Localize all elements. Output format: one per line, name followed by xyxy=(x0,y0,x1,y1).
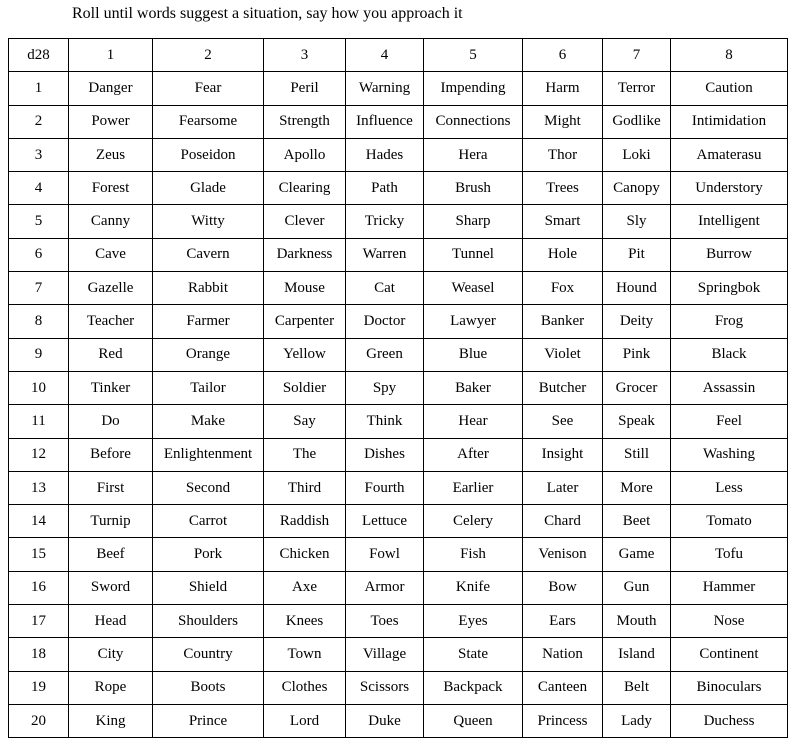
table-row xyxy=(9,505,788,538)
word-cell: Strength xyxy=(264,105,346,138)
word-cell: Country xyxy=(153,638,264,671)
word-cell: Hades xyxy=(346,138,424,171)
word-cell: Mouse xyxy=(264,272,346,305)
table-row xyxy=(9,72,788,105)
word-cell: First xyxy=(69,471,153,504)
word-cell: Frog xyxy=(671,305,788,338)
table-row xyxy=(9,272,788,305)
row-number-cell: 13 xyxy=(9,471,69,504)
word-cell: Carpenter xyxy=(264,305,346,338)
word-cell: Power xyxy=(69,105,153,138)
word-cell: Harm xyxy=(523,72,603,105)
word-cell: Zeus xyxy=(69,138,153,171)
word-cell: Before xyxy=(69,438,153,471)
row-number-cell: 9 xyxy=(9,338,69,371)
word-cell: Fourth xyxy=(346,471,424,504)
word-cell: Bow xyxy=(523,571,603,604)
word-cell: Impending xyxy=(424,72,523,105)
word-cell: Burrow xyxy=(671,238,788,271)
word-cell: Head xyxy=(69,605,153,638)
word-cell: City xyxy=(69,638,153,671)
word-cell: Venison xyxy=(523,538,603,571)
table-row xyxy=(9,172,788,205)
word-cell: Soldier xyxy=(264,371,346,404)
row-number-cell: 6 xyxy=(9,238,69,271)
header-cell: 2 xyxy=(153,39,264,72)
word-cell: Hear xyxy=(424,405,523,438)
row-number-cell: 5 xyxy=(9,205,69,238)
word-cell: Black xyxy=(671,338,788,371)
word-cell: Danger xyxy=(69,72,153,105)
word-roll-table xyxy=(8,38,788,738)
word-cell: Sword xyxy=(69,571,153,604)
word-cell: Think xyxy=(346,405,424,438)
word-cell: Speak xyxy=(603,405,671,438)
word-cell: Second xyxy=(153,471,264,504)
word-cell: Cavern xyxy=(153,238,264,271)
word-cell: Rope xyxy=(69,671,153,704)
row-number-cell: 18 xyxy=(9,638,69,671)
row-number-cell: 17 xyxy=(9,605,69,638)
word-cell: Butcher xyxy=(523,371,603,404)
word-cell: Chard xyxy=(523,505,603,538)
table-row xyxy=(9,205,788,238)
table-row xyxy=(9,405,788,438)
table-body xyxy=(9,72,788,738)
word-cell: King xyxy=(69,704,153,737)
word-cell: Feel xyxy=(671,405,788,438)
word-cell: Washing xyxy=(671,438,788,471)
table-row xyxy=(9,471,788,504)
word-cell: Chicken xyxy=(264,538,346,571)
table-row xyxy=(9,671,788,704)
word-cell: Might xyxy=(523,105,603,138)
word-cell: Do xyxy=(69,405,153,438)
word-cell: Apollo xyxy=(264,138,346,171)
row-number-cell: 16 xyxy=(9,571,69,604)
word-cell: Carrot xyxy=(153,505,264,538)
word-cell: Banker xyxy=(523,305,603,338)
table-row xyxy=(9,538,788,571)
word-cell: Assassin xyxy=(671,371,788,404)
word-cell: Celery xyxy=(424,505,523,538)
word-cell: Toes xyxy=(346,605,424,638)
word-cell: Tofu xyxy=(671,538,788,571)
word-cell: Sly xyxy=(603,205,671,238)
word-cell: Enlightenment xyxy=(153,438,264,471)
row-number-cell: 1 xyxy=(9,72,69,105)
word-cell: Queen xyxy=(424,704,523,737)
table-row xyxy=(9,105,788,138)
row-number-cell: 8 xyxy=(9,305,69,338)
word-cell: Make xyxy=(153,405,264,438)
row-number-cell: 4 xyxy=(9,172,69,205)
word-cell: Hera xyxy=(424,138,523,171)
word-cell: Peril xyxy=(264,72,346,105)
word-cell: Darkness xyxy=(264,238,346,271)
table-row xyxy=(9,438,788,471)
word-cell: Less xyxy=(671,471,788,504)
word-cell: Continent xyxy=(671,638,788,671)
word-cell: Lady xyxy=(603,704,671,737)
word-cell: Smart xyxy=(523,205,603,238)
word-cell: Lord xyxy=(264,704,346,737)
table-row xyxy=(9,571,788,604)
header-cell: 1 xyxy=(69,39,153,72)
word-cell: Village xyxy=(346,638,424,671)
word-cell: Duke xyxy=(346,704,424,737)
word-cell: Blue xyxy=(424,338,523,371)
word-cell: Intelligent xyxy=(671,205,788,238)
word-cell: Influence xyxy=(346,105,424,138)
row-number-cell: 19 xyxy=(9,671,69,704)
word-cell: Springbok xyxy=(671,272,788,305)
header-cell: 8 xyxy=(671,39,788,72)
word-cell: Baker xyxy=(424,371,523,404)
word-cell: Intimidation xyxy=(671,105,788,138)
word-cell: Fowl xyxy=(346,538,424,571)
word-cell: Say xyxy=(264,405,346,438)
table-row xyxy=(9,605,788,638)
table-row xyxy=(9,638,788,671)
word-cell: Weasel xyxy=(424,272,523,305)
page-title: Roll until words suggest a situation, say how you approach it xyxy=(72,5,463,22)
word-cell: Island xyxy=(603,638,671,671)
word-cell: Green xyxy=(346,338,424,371)
row-number-cell: 2 xyxy=(9,105,69,138)
word-cell: Insight xyxy=(523,438,603,471)
word-cell: The xyxy=(264,438,346,471)
row-number-cell: 20 xyxy=(9,704,69,737)
word-cell: Spy xyxy=(346,371,424,404)
word-cell: Mouth xyxy=(603,605,671,638)
word-cell: Hound xyxy=(603,272,671,305)
word-cell: Grocer xyxy=(603,371,671,404)
word-cell: Armor xyxy=(346,571,424,604)
row-number-cell: 15 xyxy=(9,538,69,571)
word-cell: Town xyxy=(264,638,346,671)
word-cell: Caution xyxy=(671,72,788,105)
word-cell: Clever xyxy=(264,205,346,238)
word-cell: Fearsome xyxy=(153,105,264,138)
word-cell: Loki xyxy=(603,138,671,171)
row-number-cell: 12 xyxy=(9,438,69,471)
word-cell: Knees xyxy=(264,605,346,638)
table-row xyxy=(9,138,788,171)
word-cell: Eyes xyxy=(424,605,523,638)
header-cell: 4 xyxy=(346,39,424,72)
header-cell: 3 xyxy=(264,39,346,72)
word-cell: Clearing xyxy=(264,172,346,205)
word-cell: Canteen xyxy=(523,671,603,704)
word-cell: Teacher xyxy=(69,305,153,338)
word-cell: Clothes xyxy=(264,671,346,704)
word-cell: Earlier xyxy=(424,471,523,504)
word-cell: Nose xyxy=(671,605,788,638)
word-cell: Orange xyxy=(153,338,264,371)
table-row xyxy=(9,371,788,404)
word-cell: Canopy xyxy=(603,172,671,205)
word-cell: Game xyxy=(603,538,671,571)
word-cell: Scissors xyxy=(346,671,424,704)
row-number-cell: 14 xyxy=(9,505,69,538)
word-cell: Knife xyxy=(424,571,523,604)
word-cell: Yellow xyxy=(264,338,346,371)
header-cell: 6 xyxy=(523,39,603,72)
table-row xyxy=(9,704,788,737)
word-cell: Fish xyxy=(424,538,523,571)
word-cell: Connections xyxy=(424,105,523,138)
header-cell: 7 xyxy=(603,39,671,72)
word-cell: Gazelle xyxy=(69,272,153,305)
word-cell: Farmer xyxy=(153,305,264,338)
word-cell: Warren xyxy=(346,238,424,271)
word-cell: Violet xyxy=(523,338,603,371)
word-cell: Lawyer xyxy=(424,305,523,338)
word-cell: After xyxy=(424,438,523,471)
word-cell: Tinker xyxy=(69,371,153,404)
word-cell: Forest xyxy=(69,172,153,205)
word-cell: Later xyxy=(523,471,603,504)
word-cell: Warning xyxy=(346,72,424,105)
word-cell: Axe xyxy=(264,571,346,604)
header-cell: 5 xyxy=(424,39,523,72)
word-cell: Cave xyxy=(69,238,153,271)
word-cell: Pit xyxy=(603,238,671,271)
word-cell: Brush xyxy=(424,172,523,205)
word-cell: Tunnel xyxy=(424,238,523,271)
table-header xyxy=(9,39,788,72)
row-number-cell: 10 xyxy=(9,371,69,404)
word-cell: State xyxy=(424,638,523,671)
word-cell: Duchess xyxy=(671,704,788,737)
word-cell: Raddish xyxy=(264,505,346,538)
word-cell: Path xyxy=(346,172,424,205)
word-cell: Deity xyxy=(603,305,671,338)
word-cell: Amaterasu xyxy=(671,138,788,171)
word-cell: See xyxy=(523,405,603,438)
word-cell: Canny xyxy=(69,205,153,238)
row-number-cell: 11 xyxy=(9,405,69,438)
word-cell: Gun xyxy=(603,571,671,604)
word-cell: Trees xyxy=(523,172,603,205)
word-cell: Poseidon xyxy=(153,138,264,171)
word-cell: Pink xyxy=(603,338,671,371)
word-cell: Tailor xyxy=(153,371,264,404)
word-cell: Glade xyxy=(153,172,264,205)
word-cell: Ears xyxy=(523,605,603,638)
word-cell: Still xyxy=(603,438,671,471)
word-cell: Belt xyxy=(603,671,671,704)
word-cell: Backpack xyxy=(424,671,523,704)
table-row xyxy=(9,305,788,338)
word-cell: Red xyxy=(69,338,153,371)
row-number-cell: 3 xyxy=(9,138,69,171)
word-cell: Cat xyxy=(346,272,424,305)
word-cell: Fear xyxy=(153,72,264,105)
word-cell: Tomato xyxy=(671,505,788,538)
word-cell: Tricky xyxy=(346,205,424,238)
word-cell: Sharp xyxy=(424,205,523,238)
table-row xyxy=(9,238,788,271)
word-cell: Terror xyxy=(603,72,671,105)
word-cell: Princess xyxy=(523,704,603,737)
word-cell: Turnip xyxy=(69,505,153,538)
word-cell: Fox xyxy=(523,272,603,305)
word-cell: Hammer xyxy=(671,571,788,604)
word-cell: Witty xyxy=(153,205,264,238)
table-row xyxy=(9,338,788,371)
word-cell: Beef xyxy=(69,538,153,571)
word-cell: Hole xyxy=(523,238,603,271)
word-cell: Third xyxy=(264,471,346,504)
word-cell: Binoculars xyxy=(671,671,788,704)
die-column-header: d28 xyxy=(9,39,69,72)
word-cell: Pork xyxy=(153,538,264,571)
word-cell: Shoulders xyxy=(153,605,264,638)
word-cell: Understory xyxy=(671,172,788,205)
table-header-row xyxy=(9,39,788,72)
row-number-cell: 7 xyxy=(9,272,69,305)
word-cell: Lettuce xyxy=(346,505,424,538)
word-cell: Nation xyxy=(523,638,603,671)
word-cell: Beet xyxy=(603,505,671,538)
word-cell: Rabbit xyxy=(153,272,264,305)
word-cell: Doctor xyxy=(346,305,424,338)
word-cell: Boots xyxy=(153,671,264,704)
word-cell: Prince xyxy=(153,704,264,737)
word-cell: More xyxy=(603,471,671,504)
word-cell: Godlike xyxy=(603,105,671,138)
word-cell: Shield xyxy=(153,571,264,604)
word-cell: Thor xyxy=(523,138,603,171)
word-cell: Dishes xyxy=(346,438,424,471)
